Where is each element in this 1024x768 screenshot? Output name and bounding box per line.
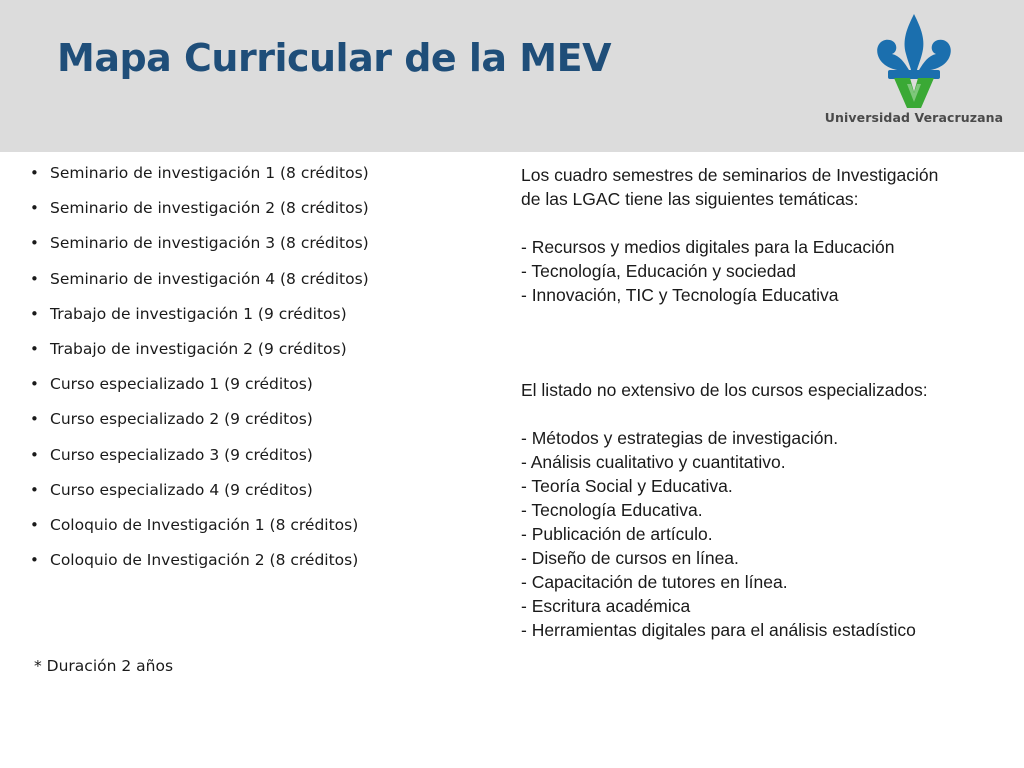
list-item	[30, 543, 369, 578]
bullet-icon: •	[30, 234, 39, 253]
bullet-icon: •	[30, 304, 39, 323]
list-item-text: Curso especializado 3 (9 créditos)	[50, 445, 313, 464]
list-item	[30, 438, 369, 473]
seminar-topics-block	[521, 163, 1011, 307]
slide-header	[0, 0, 1024, 152]
seminar-topic-item: - Recursos y medios digitales para la Educación	[521, 237, 895, 257]
bullet-icon: •	[30, 375, 39, 394]
flor-de-lis-logo-icon	[874, 14, 954, 108]
seminar-topic-item: - Innovación, TIC y Tecnología Educativa	[521, 285, 839, 305]
specialized-topic-item: - Métodos y estrategias de investigación.	[521, 428, 839, 448]
duration-note: * Duración 2 años	[34, 657, 174, 675]
specialized-topic-item: - Escritura académica	[521, 596, 691, 616]
specialized-intro: El listado no extensivo de los cursos especializados:	[521, 380, 928, 400]
spacer	[521, 211, 1011, 235]
specialized-topic-item: - Análisis cualitativo y cuantitativo.	[521, 452, 786, 472]
bullet-icon: •	[30, 551, 39, 570]
specialized-topic-item: - Herramientas digitales para el análisis estadístico	[521, 620, 916, 640]
spacer	[521, 402, 1011, 426]
list-item-text: Seminario de investigación 3 (8 créditos)	[50, 234, 369, 253]
list-item-text: Coloquio de Investigación 2 (8 créditos)	[50, 551, 359, 570]
list-item	[30, 297, 369, 332]
bullet-icon: •	[30, 445, 39, 464]
list-item-text: Coloquio de Investigación 1 (8 créditos)	[50, 515, 359, 534]
logo-wordmark: Universidad Veracruzana	[824, 110, 1004, 125]
list-item	[30, 191, 369, 226]
list-item	[30, 262, 369, 297]
list-item-text: Curso especializado 4 (9 créditos)	[50, 480, 313, 499]
university-logo	[824, 14, 1004, 134]
list-item	[30, 226, 369, 261]
seminar-topic-item: - Tecnología, Educación y sociedad	[521, 261, 796, 281]
slide-title: Mapa Curricular de la MEV	[57, 36, 611, 80]
course-list	[30, 156, 369, 578]
seminar-intro-line: de las LGAC tiene las siguientes temáticas:	[521, 189, 859, 209]
specialized-topic-item: - Tecnología Educativa.	[521, 500, 703, 520]
list-item-text: Curso especializado 2 (9 créditos)	[50, 410, 313, 429]
specialized-topic-item: - Capacitación de tutores en línea.	[521, 572, 788, 592]
bullet-icon: •	[30, 199, 39, 218]
list-item	[30, 402, 369, 437]
specialized-topic-item: - Publicación de artículo.	[521, 524, 713, 544]
specialized-courses-block	[521, 378, 1011, 642]
list-item-text: Trabajo de investigación 2 (9 créditos)	[50, 339, 347, 358]
seminar-intro-line: Los cuadro semestres de seminarios de Investigación	[521, 165, 939, 185]
list-item	[30, 332, 369, 367]
list-item-text: Seminario de investigación 4 (8 créditos)	[50, 269, 369, 288]
specialized-topic-item: - Diseño de cursos en línea.	[521, 548, 739, 568]
bullet-icon: •	[30, 164, 39, 182]
list-item-text: Curso especializado 1 (9 créditos)	[50, 375, 313, 394]
list-item-text: Seminario de investigación 1 (8 créditos)	[50, 164, 369, 182]
list-item-text: Seminario de investigación 2 (8 créditos)	[50, 199, 369, 218]
bullet-icon: •	[30, 269, 39, 288]
list-item	[30, 473, 369, 508]
specialized-topic-item: - Teoría Social y Educativa.	[521, 476, 733, 496]
list-item	[30, 156, 369, 191]
bullet-icon: •	[30, 515, 39, 534]
bullet-icon: •	[30, 410, 39, 429]
list-item	[30, 367, 369, 402]
list-item	[30, 508, 369, 543]
bullet-icon: •	[30, 339, 39, 358]
bullet-icon: •	[30, 480, 39, 499]
list-item-text: Trabajo de investigación 1 (9 créditos)	[50, 304, 347, 323]
